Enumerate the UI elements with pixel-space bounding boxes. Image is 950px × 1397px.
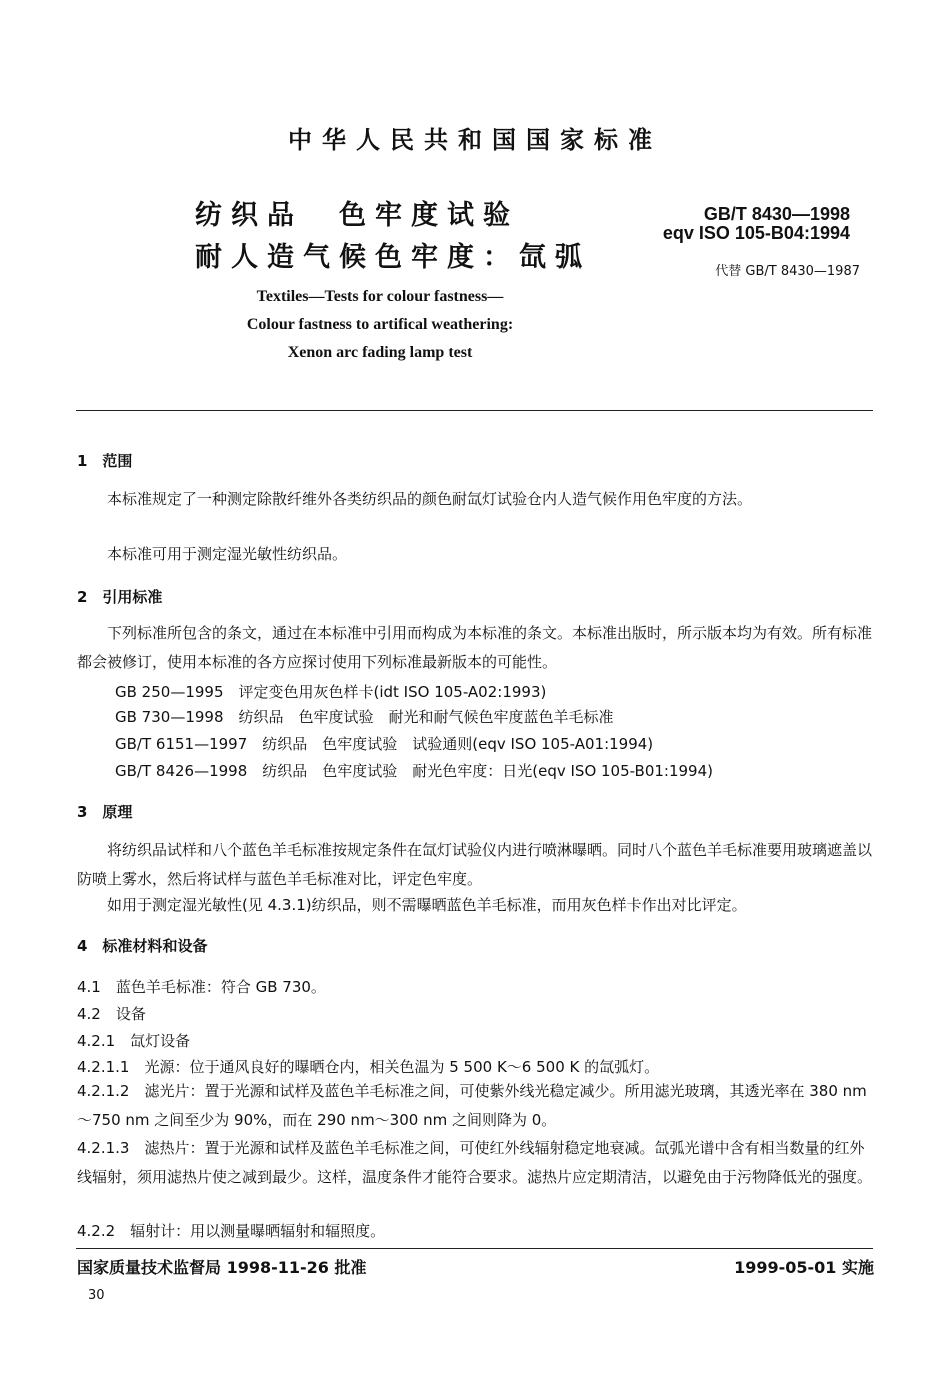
page-number: 30 xyxy=(88,1288,105,1303)
reference-standard-1: GB 250—1995 评定变色用灰色样卡(idt ISO 105-A02:1993) xyxy=(115,683,547,701)
standard-number: GB/T 8430—1998 xyxy=(703,204,850,224)
header-divider xyxy=(76,410,873,411)
section-2-heading: 2 引用标准 xyxy=(77,588,163,606)
section-4-heading: 4 标准材料和设备 xyxy=(77,937,208,955)
reference-standard-2: GB 730—1998 纺织品 色牢度试验 耐光和耐气候色牢度蓝色羊毛标准 xyxy=(115,708,614,726)
clause-4-2-1-2: 4.2.1.2 滤光片：置于光源和试样及蓝色羊毛标准之间，可使紫外线光稳定减少。所用滤光玻璃，其透光率在 380 nm～750 nm 之间至少为 90%，而在 290 nm～300 nm 之间则降为 0。 xyxy=(77,1082,867,1129)
section-1-paragraph-1: 本标准规定了一种测定除散纤维外各类纺织品的颜色耐氙灯试验仓内人造气候作用色牢度的方法。 xyxy=(107,490,753,508)
reference-standard-3: GB/T 6151—1997 纺织品 色牢度试验 试验通则(eqv ISO 105-A01:1994) xyxy=(115,735,654,753)
footer-divider xyxy=(76,1248,873,1249)
english-title-line-3: Xenon arc fading lamp test xyxy=(287,344,473,361)
section-3-heading: 3 原理 xyxy=(77,803,133,821)
national-standard-heading: 中华人民共和国国家标准 xyxy=(288,126,662,154)
section-3-paragraph-2: 如用于测定湿光敏性(见 4.3.1)纺织品，则不需曝晒蓝色羊毛标准，而用灰色样卡作出对比评定。 xyxy=(107,896,747,914)
section-2-paragraph-1: 下列标准所包含的条文，通过在本标准中引用而构成为本标准的条文。本标准出版时，所示版本均为有效。所有标准都会被修订，使用本标准的各方应探讨使用下列标准最新版本的可能性。 xyxy=(77,624,873,671)
section-1-paragraph-2: 本标准可用于测定湿光敏性纺织品。 xyxy=(107,545,348,563)
clause-4-2-1-3: 4.2.1.3 滤热片：置于光源和试样及蓝色羊毛标准之间，可使红外线辐射稳定地衰减。氙弧光谱中含有相当数量的红外线辐射，须用滤热片使之减到最少。这样，温度条件才能符合要求。滤热片应定期清洁，以避免由于污物降低光的强度。 xyxy=(77,1139,873,1186)
section-3-paragraph-1: 将纺织品试样和八个蓝色羊毛标准按规定条件在氙灯试验仪内进行喷淋曝晒。同时八个蓝色羊毛标准要用玻璃遮盖以防喷上雾水，然后将试样与蓝色羊毛标准对比，评定色牢度。 xyxy=(77,841,873,888)
english-title-line-1: Textiles—Tests for colour fastness— xyxy=(256,288,504,305)
english-title-line-2: Colour fastness to artifical weathering: xyxy=(246,316,514,333)
clause-4-2-1: 4.2.1 氙灯设备 xyxy=(77,1032,191,1050)
section-1-heading: 1 范围 xyxy=(77,452,133,470)
equivalent-iso-standard: eqv ISO 105-B04:1994 xyxy=(662,223,850,243)
clause-4-1: 4.1 蓝色羊毛标准：符合 GB 730。 xyxy=(77,978,326,996)
clause-4-2-1-1: 4.2.1.1 光源：位于通风良好的曝晒仓内，相关色温为 5 500 K～6 500 K 的氙弧灯。 xyxy=(77,1058,660,1076)
clause-4-2-2: 4.2.2 辐射计：用以测量曝晒辐射和辐照度。 xyxy=(77,1222,386,1240)
reference-standard-4: GB/T 8426—1998 纺织品 色牢度试验 耐光色牢度：日光(eqv ISO 105-B01:1994) xyxy=(115,762,713,780)
chinese-title-line-2: 耐人造气候色牢度：氙弧 xyxy=(195,242,591,273)
approval-date: 国家质量技术监督局 1998-11-26 批准 xyxy=(77,1258,367,1277)
clause-4-2: 4.2 设备 xyxy=(77,1005,146,1023)
chinese-title-line-1: 纺织品 色牢度试验 xyxy=(195,200,519,231)
replaces-standard: 代替 GB/T 8430—1987 xyxy=(715,264,860,279)
effective-date: 1999-05-01 实施 xyxy=(734,1258,874,1277)
